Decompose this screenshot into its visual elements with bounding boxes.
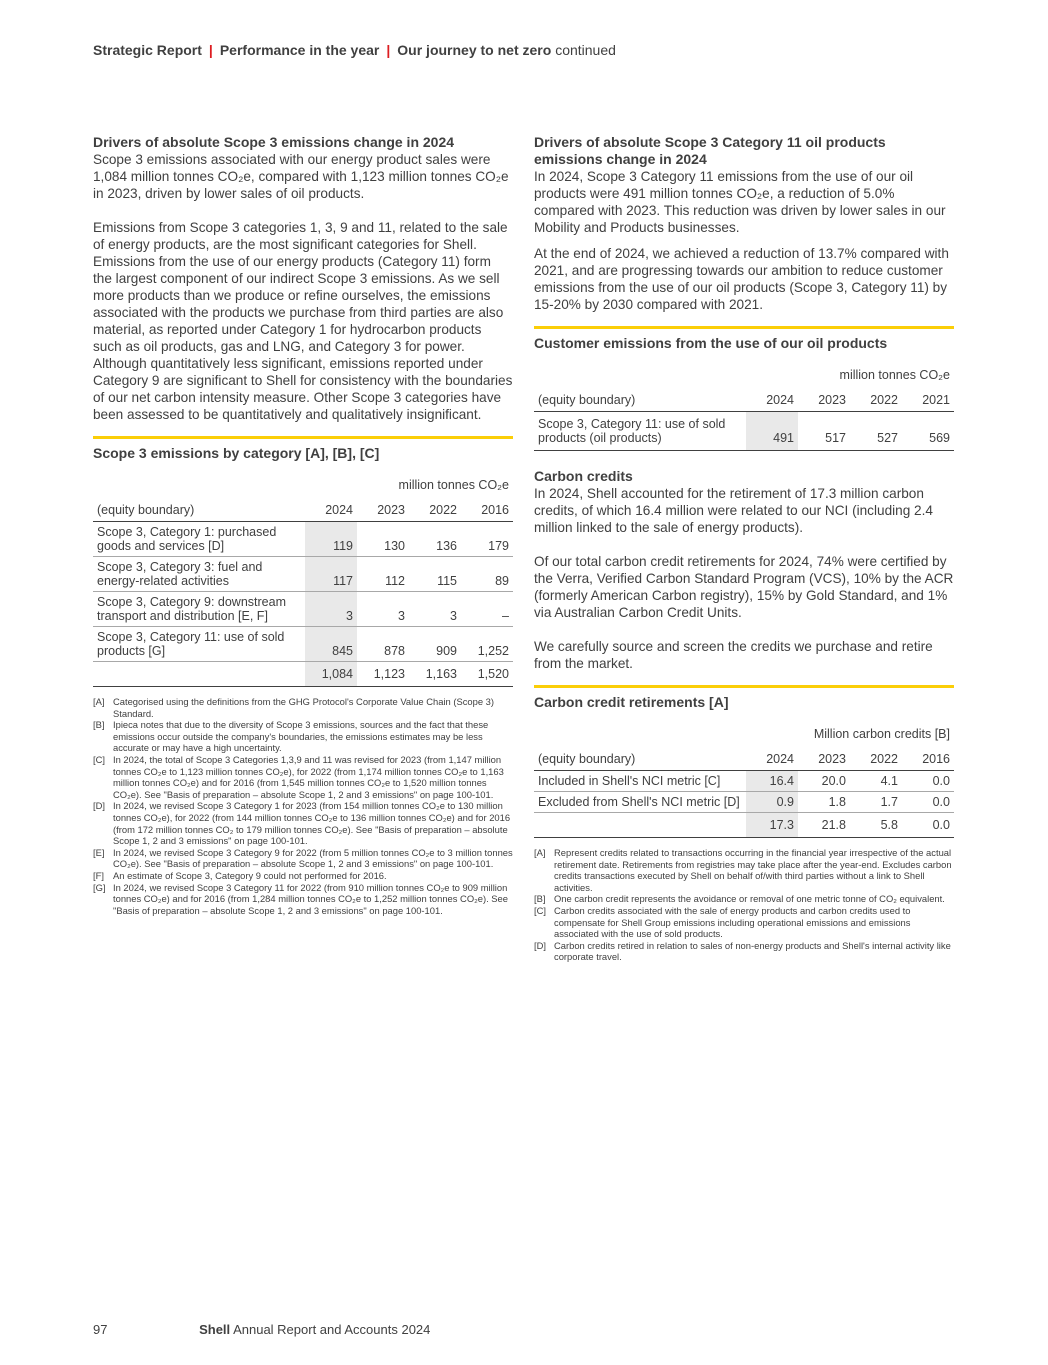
table-header-row: [534, 749, 954, 771]
col-header: (equity boundary): [534, 390, 746, 412]
scope3-footnotes: [93, 696, 513, 916]
carbon-credits-para-2: Of our total carbon credit retirements for 2024, 74% were certified by the Verra, Verified Carbon Standard Program (VCS), 10% by the ACR (formerly American Carbon registry), 15% by Gold Standard, and 1% via Australian Carbon Credit Units.: [534, 554, 954, 620]
col-header: 2023: [798, 390, 850, 412]
cell-value: 3: [305, 592, 357, 627]
footnote: [A] Represent credits related to transactions occurring in the financial year irrespective of the actual retirement date. Retirements from registries may take place after the year-end. Excludes carbon credits transactions executed by Shell on behalf of/with third parties without a link to Shell activities.: [534, 847, 952, 893]
table-total-row: [93, 662, 513, 687]
carbon-retirements-table-title: Carbon credit retirements [A]: [534, 685, 954, 711]
cell-value: 3: [357, 592, 409, 627]
cell-value: 136: [409, 522, 461, 557]
cell-value: 115: [409, 557, 461, 592]
cell-value: 119: [305, 522, 357, 557]
footnote: [E] In 2024, we revised Scope 3 Category 9 for 2022 (from 5 million tonnes CO₂e to 3 million tonnes CO₂e). See "Basis of preparation – absolute Scope 1, 2 and 3 emissions" on page 100-101.: [93, 846, 513, 870]
table-unit: Million carbon credits [B]: [813, 727, 950, 741]
cell-value: 3: [409, 592, 461, 627]
footnote: [F] An estimate of Scope 3, Category 9 could not performed for 2016.: [93, 869, 387, 881]
row-label: Scope 3, Category 11: use of sold products (oil products): [534, 412, 746, 451]
footer-brand: Shell: [199, 1322, 231, 1337]
table-row: [93, 557, 513, 592]
total-value: 1,084: [305, 662, 357, 687]
table-header-row: [93, 500, 513, 522]
cell-value: 112: [357, 557, 409, 592]
cell-value: 527: [850, 412, 902, 451]
col-header: 2022: [850, 390, 902, 412]
total-value: 0.0: [902, 813, 954, 838]
total-label: [534, 813, 746, 838]
col-header: (equity boundary): [93, 500, 305, 522]
footnote: [C] Carbon credits associated with the sale of energy products and carbon credits used to compensate for Shell Group emissions including operational emissions and emissions associated with the use of sold products.: [534, 904, 911, 940]
cell-value: –: [461, 592, 513, 627]
row-label: Scope 3, Category 9: downstream transport and distribution [E, F]: [93, 592, 305, 627]
cell-value: 909: [409, 627, 461, 662]
total-value: 1,123: [357, 662, 409, 687]
total-value: 21.8: [798, 813, 850, 838]
carbon-credits-para-1: In 2024, Shell accounted for the retirement of 17.3 million carbon credits, of which 16.4 million were related to our NCI (including 2.4 million linked to the sale of energy products).: [534, 486, 933, 535]
category11-drivers-heading: Drivers of absolute Scope 3 Category 11 oil products emissions change in 2024: [534, 134, 886, 167]
cell-value: 1.8: [798, 792, 850, 813]
row-label: Scope 3, Category 11: use of sold products [G]: [93, 627, 305, 662]
col-header: 2023: [798, 749, 850, 771]
table-row: [534, 412, 954, 451]
cell-value: 0.9: [746, 792, 798, 813]
cell-value: 117: [305, 557, 357, 592]
table-total-row: [534, 813, 954, 838]
cell-value: 16.4: [746, 771, 798, 792]
col-header: 2022: [409, 500, 461, 522]
carbon-credits-heading: Carbon credits: [534, 468, 633, 484]
header-separator: |: [386, 42, 391, 58]
table-unit: million tonnes CO₂e: [398, 478, 509, 492]
cell-value: 878: [357, 627, 409, 662]
right-column: [534, 134, 954, 963]
table-row: [93, 522, 513, 557]
cell-value: 491: [746, 412, 798, 451]
cell-value: 179: [461, 522, 513, 557]
carbon-credits-para-3: We carefully source and screen the credits we purchase and retire from the market.: [534, 639, 933, 671]
page-number: 97: [93, 1322, 108, 1337]
cell-value: 89: [461, 557, 513, 592]
table-header-row: [534, 390, 954, 412]
row-label: Scope 3, Category 3: fuel and energy-related activities: [93, 557, 305, 592]
table-row: [534, 792, 954, 813]
total-value: 5.8: [850, 813, 902, 838]
col-header: 2024: [746, 749, 798, 771]
cell-value: 0.0: [902, 771, 954, 792]
footnote: [C] In 2024, the total of Scope 3 Categories 1,3,9 and 11 was revised for 2023 (from 1,147 million tonnes CO₂e to 1,123 million tonnes CO₂e), for 2022 (from 1,174 million tonnes CO₂e to 1,163 million tonnes CO₂e) and for 2016 (from 1,545 million tonnes CO₂e to 1,520 million tonnes CO₂e). See "Basis of preparation – absolute Scope 1, 2 and 3 emissions" on page 100-101.: [93, 753, 504, 800]
scope3-table-title: Scope 3 emissions by category [A], [B], [C]: [93, 436, 513, 462]
row-label: Included in Shell's NCI metric [C]: [534, 771, 746, 792]
category11-para-2: At the end of 2024, we achieved a reduction of 13.7% compared with 2021, and are progressing towards our ambition to reduce customer emissions from the use of our oil products (Scope 3, Category 11) by 15-20% by 2030 compared with 2021.: [534, 246, 949, 312]
scope3-drivers-heading: Drivers of absolute Scope 3 emissions change in 2024: [93, 134, 455, 150]
total-value: 1,163: [409, 662, 461, 687]
running-header: [93, 42, 616, 58]
col-header: 2024: [746, 390, 798, 412]
row-label: Scope 3, Category 1: purchased goods and services [D]: [93, 522, 305, 557]
carbon-credit-footnotes: [534, 847, 954, 963]
table-row: [534, 771, 954, 792]
customer-emissions-table-title: Customer emissions from the use of our oil products: [534, 326, 954, 352]
cell-value: 20.0: [798, 771, 850, 792]
header-subsection: Performance in the year: [219, 42, 380, 58]
footnote: [B] One carbon credit represents the avoidance or removal of one metric tonne of CO₂ equivalent.: [534, 893, 945, 905]
table-unit: million tonnes CO₂e: [839, 368, 950, 382]
table-row: [93, 627, 513, 662]
total-value: 17.3: [746, 813, 798, 838]
header-section: Strategic Report: [93, 42, 202, 58]
scope3-drivers-para-1: Scope 3 emissions associated with our energy product sales were 1,084 million tonnes CO₂e, compared with 1,123 million tonnes CO₂e in 2023, driven by lower sales of oil products.: [93, 152, 509, 201]
footnote: [D] In 2024, we revised Scope 3 Category 1 for 2023 (from 154 million tonnes CO₂e to 130 million tonnes CO₂e), for 2022 (from 144 million tonnes CO₂e to 136 million tonnes CO₂e) and for 2016 (from 172 million tonnes CO₂ to 179 million tonnes CO₂e). See "Basis of preparation – absolute Scope 1, 2 and 3 emissions" on page 100-101.: [93, 800, 511, 847]
footnote: [B] Ipieca notes that due to the diversity of Scope 3 emissions, sources and the fact that these emissions occur outside the company's boundaries, the emissions estimates may be less accurate or may have a high uncertainty.: [93, 719, 489, 754]
header-topic: Our journey to net zero: [397, 42, 552, 58]
col-header: 2023: [357, 500, 409, 522]
carbon-retirements-table: [534, 715, 954, 838]
cell-value: 130: [357, 522, 409, 557]
total-value: 1,520: [461, 662, 513, 687]
footnote: [D] Carbon credits retired in relation to sales of non-energy products and Shell's internal activity like corporate travel.: [534, 939, 951, 963]
cell-value: 1,252: [461, 627, 513, 662]
table-row: [93, 592, 513, 627]
customer-emissions-table: [534, 356, 954, 451]
row-label: Excluded from Shell's NCI metric [D]: [534, 792, 746, 813]
cell-value: 0.0: [902, 792, 954, 813]
cell-value: 517: [798, 412, 850, 451]
col-header: 2016: [902, 749, 954, 771]
header-suffix: continued: [555, 42, 616, 58]
total-label: [93, 662, 305, 687]
col-header: 2022: [850, 749, 902, 771]
category11-para-1: In 2024, Scope 3 Category 11 emissions from the use of our oil products were 491 million tonnes CO₂e, a reduction of 5.0% compared with 2023. This reduction was driven by lower sales in our Mobility and Products businesses.: [534, 169, 946, 235]
page-footer: [93, 1322, 430, 1337]
footnote: [G] In 2024, we revised Scope 3 Category 11 for 2022 (from 910 million tonnes CO₂e to 909 million tonnes CO₂e) and for 2016 (from 1,284 million tonnes CO₂e to 1,252 million tonnes CO₂e). See "Basis of preparation – absolute Scope 1, 2 and 3 emissions" on page 100-101.: [93, 881, 508, 916]
footer-report-title: Annual Report and Accounts 2024: [233, 1322, 431, 1337]
cell-value: 1.7: [850, 792, 902, 813]
footnote: [A] Categorised using the definitions from the GHG Protocol's Corporate Value Chain (Scope 3) Standard.: [93, 696, 494, 719]
scope3-emissions-table: [93, 466, 513, 687]
col-header: (equity boundary): [534, 749, 746, 771]
cell-value: 4.1: [850, 771, 902, 792]
col-header: 2024: [305, 500, 357, 522]
cell-value: 845: [305, 627, 357, 662]
scope3-drivers-para-2: Emissions from Scope 3 categories 1, 3, 9 and 11, related to the sale of energy products, are the most significant categories for Shell. Emissions from the use of our energy products (Category 11) form the largest component of our indirect Scope 3 emissions. As we sell more products than we produce or refine ourselves, the emissions associated with the products we purchase from third parties are also material, as reported under Category 1 for hydrocarbon products such as oil products, gas and LNG, and Category 3 for power. Although quantitatively less significant, emissions reported under Category 9 are significant to Shell for consistency with the boundaries of our net carbon intensity measure. Other Scope 3 categories have been assessed to be quantitatively and qualitatively insignificant.: [93, 220, 513, 422]
col-header: 2016: [461, 500, 513, 522]
cell-value: 569: [902, 412, 954, 451]
left-column: [93, 134, 513, 916]
col-header: 2021: [902, 390, 954, 412]
header-separator: |: [208, 42, 213, 58]
